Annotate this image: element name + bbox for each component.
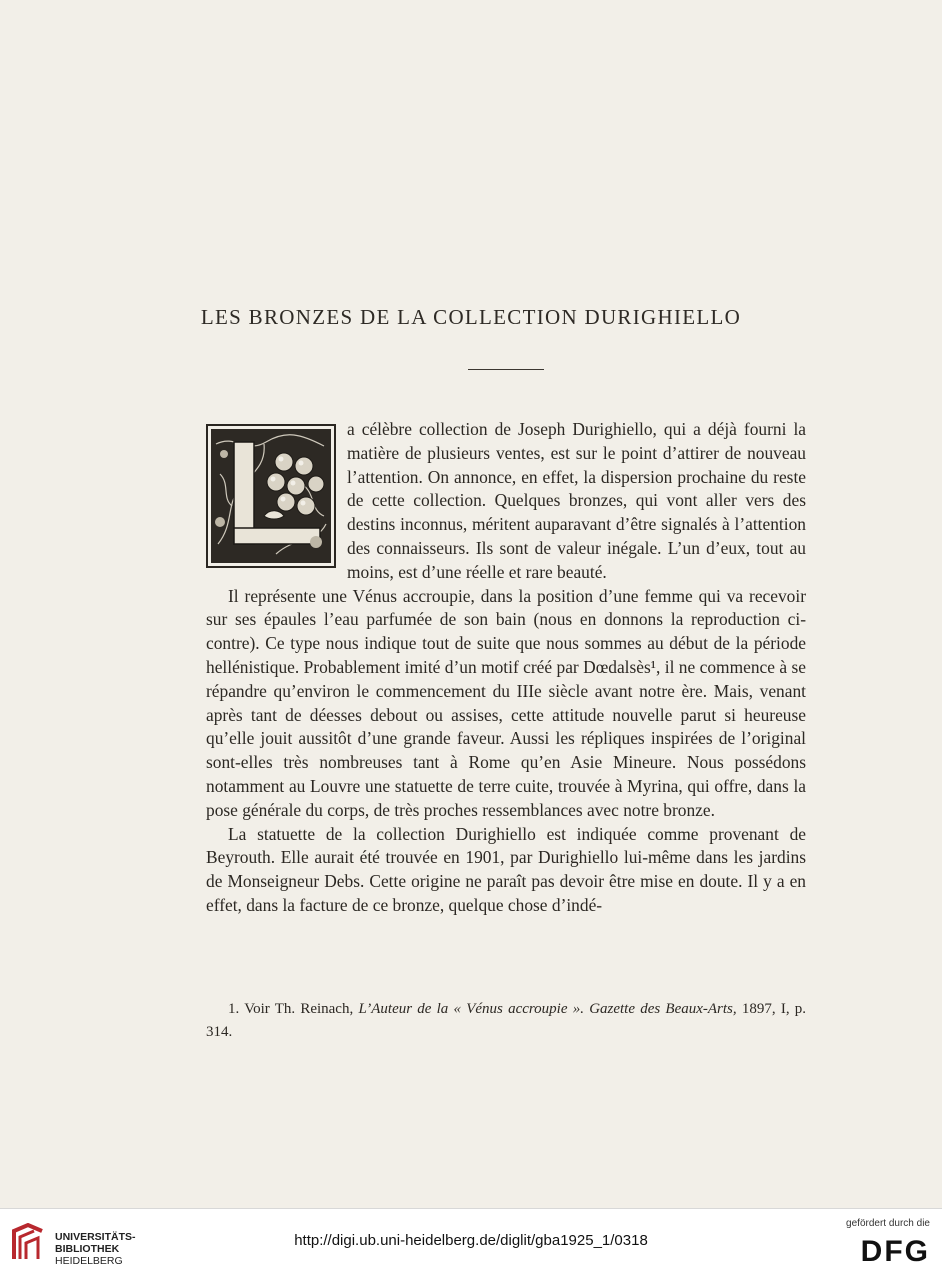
footnote bbox=[206, 998, 806, 1044]
dfg-logo[interactable]: DFG bbox=[860, 1235, 930, 1268]
title-rule bbox=[468, 369, 544, 370]
article-title: LES BRONZES DE LA COLLECTION DURIGHIELLO bbox=[200, 305, 742, 329]
viewer-footer bbox=[0, 1208, 942, 1276]
paragraph-2: Il représente une Vénus accroupie, dans la position d’une femme qui va recevoir sur ses épaules l’eau parfumée de son bain (nous en donnons la reproduction ci-contre). Ce type nous indique tout de suite que nous sommes au début de la période hellénistique. Probablement imité d’un motif créé par Dœdalsès¹, il ne commence à se répandre qu’environ le commencement du IIIe siècle avant notre ère. Mais, venant après tant de déesses debout ou assises, cette attitude nouvelle parut si heureuse qu’elle jouit aussitôt d’une grande faveur. Aussi les répliques inspirées de l’original sont-elles très nombreuses tant à Rome qu’en Asie Mineure. Nous possédons notamment au Louvre une statuette de terre cuite, trouvée à Myrina, qui offre, dans la pose générale du corps, de très proches ressemblances avec notre bronze. bbox=[206, 585, 806, 820]
library-line-2: BIBLIOTHEK bbox=[55, 1243, 120, 1255]
library-line-3: HEIDELBERG bbox=[55, 1255, 123, 1267]
paragraph-3: La statuette de la collection Durighiello est indiquée comme provenant de Beyrouth. Elle aurait été trouvée en 1901, par Durighiello lui-même dans les jardins de Monseigneur Debs. Cette origine ne paraît pas devoir être mise en doute. Il y a en effet, dans la facture de ce bronze, quelque chose d’indé- bbox=[206, 823, 806, 915]
article-body bbox=[206, 418, 806, 918]
footnote-details: 1897, I, p. 314. bbox=[206, 1001, 807, 1040]
footnote-number: 1. bbox=[228, 1001, 240, 1017]
permalink-url[interactable]: http://digi.ub.uni-heidelberg.de/diglit/gba1925_1/0318 bbox=[294, 1232, 648, 1249]
footnote-author: Voir Th. Reinach, bbox=[244, 1001, 354, 1017]
ornamental-initial-l-icon bbox=[206, 424, 336, 568]
paragraph-1-text: a célèbre collection de Joseph Durighiello, qui a déjà fourni la matière de plusieurs ventes, est sur le point d’attirer de nouveau l’attention. On annonce, en effet, la dispersion prochaine du reste de cette collection. Quelques bronzes, qui vont aller vers des destins inconnus, méritent auparavant d’être signalés à l’attention des connaisseurs. Ils sont de valeur inégale. L’un d’eux, tout au moins, est d’une réelle et rare beauté. bbox=[347, 419, 806, 582]
footnote-work: L’Auteur de la « Vénus accroupie ». bbox=[358, 1001, 584, 1017]
funder-label: gefördert durch die bbox=[846, 1218, 930, 1229]
footnote-journal: Gazette des Beaux-Arts, bbox=[589, 1001, 737, 1017]
library-line-1: UNIVERSITÄTS- bbox=[55, 1231, 136, 1243]
